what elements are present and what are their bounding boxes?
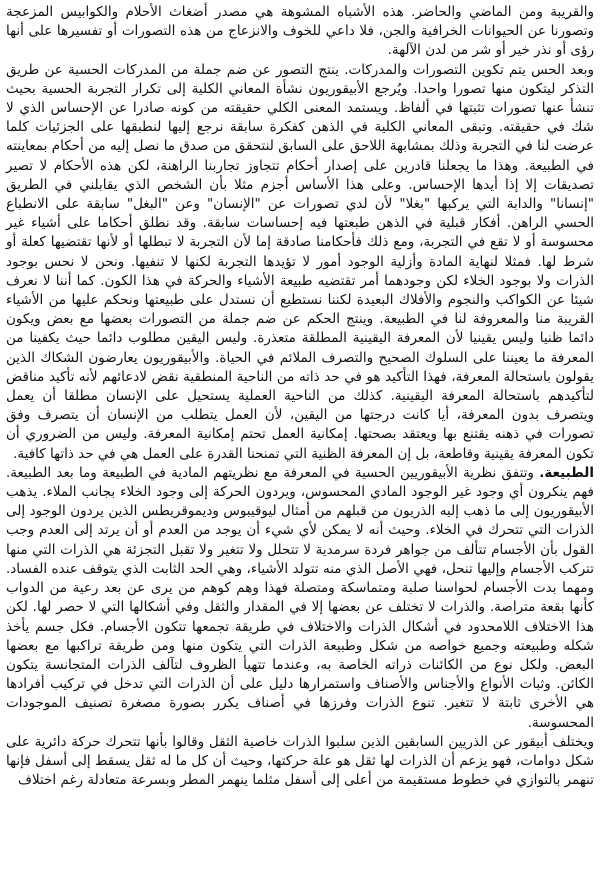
paragraph-perception-and-judgment [6, 61, 594, 464]
paragraph-text: والقريبة ومن الماضي والحاضر. هذه الأشباه المشوهة هي مصدر أضغاث الأحلام والكوابيس المزعجة وتصورنا عن الحيوانات الخرافية والجن، فلا داعي للخوف والانزعاج من هذه التصورات أو تفسيرها على أنها رؤى أو نذر خير أو شر من لدن الآلهة. [6, 4, 594, 59]
paragraph-dreams [6, 3, 594, 61]
paragraph-text: وبعد الحس يتم تكوين التصورات والمدركات. ينتج التصور عن ضم جملة من المدركات الحسية عن طريق التذكر ليتكون منها تصورا واحدا. ويُرجع الأبيقوريون نشأة المعاني الكلية إلى تكرار التجربة الحسية بحيث تنشأ عنها تصورات تثبتها في ألفاظ. ويستمد المعنى الكلي حقيقته من كونه صادرا عن الإحساس الذي لا شك في حقيقته. وتبقى المعاني الكلية في الذهن كفكرة سابقة نرجع إليها لنطبقها على الجزئيات كلما عرضت لنا في التجربة وذلك بمشابهة اللاحق على السابق لنتحقق من صدق ما نصل إليه من أحكام بمعاينته في الطبيعة. وهذا ما يجعلنا قادرين على إصدار أحكام تتجاوز تجاربنا الراهنة، لكن هذه الأحكام لا تصير تصديقات إلا إذا أيدها الإحساس. وعلى هذا الأساس أجزم مثلا بأن الشخص الذي يقابلني في الطريق "إنسانا" والدابة التي يركبها "بغلا" لأن لدي تصورات عن "الإنسان" وعن "البغل" سابقة على الانطباع الحسي الراهن. أفكار قبلية في الذهن طبعتها فيه إحساسات سابقة. وقد نطلق أحكاما على أشياء غير محسوسة أو لا تقع في التجربة، ومع ذلك فأحكامنا صادقة إما لأن التجربة لا تبطلها أو لأنها تقتضيها كعلة أو شرط لها. فمثلا لنهاية المادة وأزلية الوجود أمور لا تؤيدها التجربة لكنها لا تنفيها. ونحن لا نحس بوجود الذرات ولا بوجود الخلاء لكن وجودهما أمر تقتضيه طبيعة الأشياء والحركة في هذا الكون. كما أننا لا نعرف شيئا عن الكواكب والنجوم والأفلاك البعيدة لكننا نستطيع أن نستدل على طبيعتها ونحكم عليها من الأشياء القريبة منا والمعروفة لنا في الطبيعة. وينتج الحكم عن ضم جملة من التصورات بعضها مع بعض ويكون دائما ظنيا وليس يقينيا لأن المعرفة اليقينية المطلقة متعذرة. وليس اليقين مطلوب دائما حيث يكفينا من المعرفة ما يعيننا على السلوك الصحيح والتصرف الملائم في الحياة. والأبيقوريون يعارضون الشكاك الذين يقولون باستحالة المعرفة، فهذا التأكيد هو في حد ذاته من الناحية المنطقية نقض لادعائهم لأنه تأكيد مناقض لتأكيدهم باستحالة المعرفة اليقينية. كذلك من الناحية العملية يستحيل على الإنسان مطلقا أن يعمل ويتصرف بدون المعرفة، أيا كانت درجتها من اليقين، لأن العمل يتطلب من الإنسان أن يتصرف وفق تصورات في ذهنه يقتنع بها ويعتقد بصحتها. إمكانية العمل تحتم إمكانية المعرفة. وليس من الضروري أن تكون المعرفة يقينية وقاطعة، بل إن المعرفة الظنية التي تمنحنا القدرة على العمل هي في حد ذاتها كافية. [6, 61, 594, 462]
paragraph-text: وتتفق نظرية الأبيقوريين الحسية في المعرفة مع نظريتهم المادية في الطبيعة وما بعد الطبيعة. فهم ينكرون أي وجود غير الوجود المادي المحسوس، ويردون الحركة إلى وجود الخلاء بجانب الملاء. يذهب الأبيقوريون إلى ما ذهب إليه الذريون من قبلهم من أمثال ليوقيبوس وديموقريطس الذين يردون الوجود إلى الذرات التي تتحرك في الخلاء. وحيث أنه لا يمكن لأي شيء أن يوجد من العدم أو أن يرتد إلى العدم وجب القول بأن الأجسام تتألف من جواهر فردة سرمدية لا تتحلل ولا تتغير ولا تقبل التجزئة هي الذرات التي منها تتركب الأجسام وإليها تنحل، فهي الأصل الذي منه تتولد الأشياء، وهي الحد الثابت الذي يتوقف عنده الفساد. ومهما بدت الأجسام لحواسنا صلبة ومتماسكة ومتصلة فهذا وهم كوهم من يرى عن بعد رعية من الدواب كأنها بقعة متراصة. والذرات لا تختلف عن بعضها إلا في المقدار والثقل وفي أشكالها التي لا حصر لها. لكن هذا الاختلاف اللامحدود في أشكال الذرات والاختلاف في طريقة تجمعها تتكون الأجسام. فكل جسم يأخذ شكله وطبيعته وجميع خواصه من شكل وطبيعة الذرات التي يتكون منها ومن طريقة تراكبها مع بعضها البعض. ولكل نوع من الكائنات ذراته الخاصة به، وعندما تتهيأ الظروف لتآلف الذرات المتجانسة يتكون الكائن. وثبات الأنواع والأجناس والأصناف واستمرارها دليل على أن الذرات التي تدخل في تركيب أفرادها هي الأخرى ثابتة لا تتغير. تنوع الذرات وفرزها في أصناف يكرر بصورة مصغرة تصنيف الموجودات المحسوسة. [6, 464, 594, 731]
paragraph-nature [6, 464, 594, 733]
paragraph-text: ويختلف أبيقور عن الذريين السابقين الذين سلبوا الذرات خاصية الثقل وقالوا بأنها تتحرك حركة دائرية على شكل دوامات، فهو يزعم أن الذرات لها ثقل هو علة حركتها، وحيث أن كل ما له ثقل يسقط إلى أسفل فإنها تنهمر بالتوازي في خطوط مستقيمة من أعلى إلى أسفل مثلما ينهمر المطر وبسرعة متعادلة رغم اختلاف [6, 733, 594, 789]
section-heading: الطبيعة. [539, 464, 594, 481]
paragraph-atom-weight [6, 733, 594, 791]
